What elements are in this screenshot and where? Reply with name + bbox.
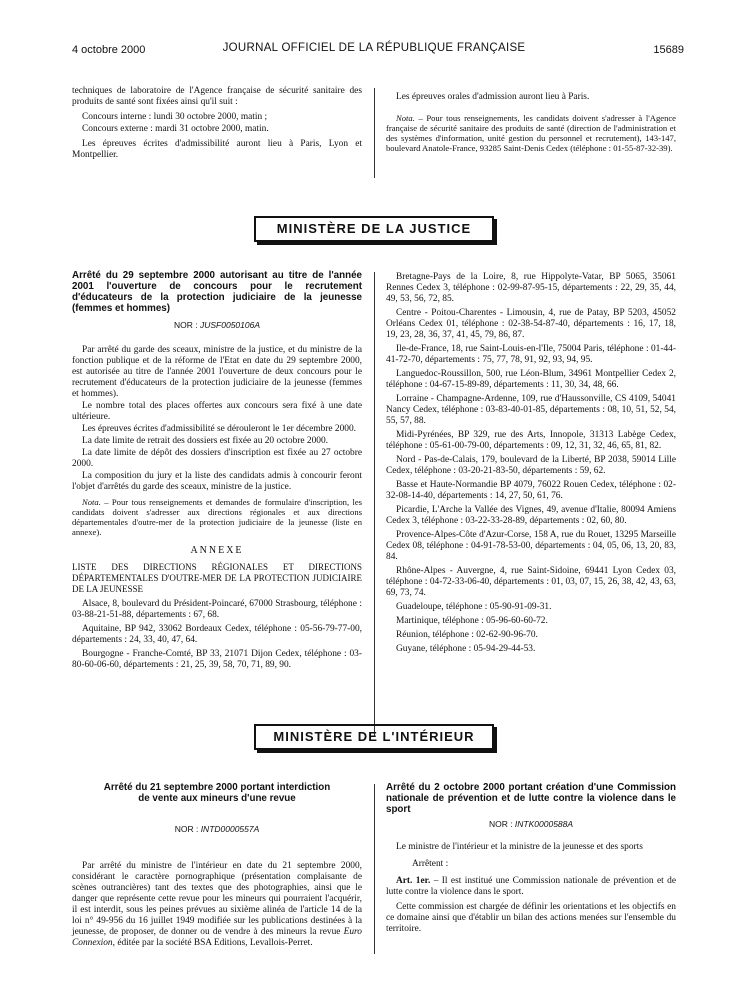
direction-entry: Bretagne-Pays de la Loire, 8, rue Hippolyte-Vatar, BP 5065, 35061 Rennes Cedex 3, téléphone : 02-99-87-95-15, départements : 22, 29, 35, 44, 49, 53, 56, 72, 85. bbox=[386, 272, 676, 304]
revue-name: Euro Connexion bbox=[72, 927, 362, 948]
justice-nor bbox=[72, 320, 362, 331]
justice-p3: Les épreuves écrites d'admissibilité se dérouleront le 1er décembre 2000. bbox=[82, 424, 356, 434]
top-left-column bbox=[72, 86, 362, 165]
article-text: – Il est institué une Commission nationale de prévention et de lutte contre la violence dans le sport. bbox=[386, 876, 676, 897]
liste-title: LISTE DES DIRECTIONS RÉGIONALES ET DIRECTIONS DÉPARTEMENTALES D'OUTRE-MER DE LA PROTECTION JUDICIAIRE DE LA JEUNESSE bbox=[72, 562, 362, 594]
nor-code: INTK0000588A bbox=[514, 819, 574, 829]
direction-entry: Aquitaine, BP 942, 33062 Bordeaux Cedex, téléphone : 05-56-79-77-00, départements : 24, 33, 40, 47, 64. bbox=[72, 624, 362, 645]
interieur-right-column bbox=[386, 782, 676, 939]
header-page-number: 15689 bbox=[653, 44, 684, 56]
direction-entry: Ile-de-France, 18, rue Saint-Louis-en-l'Ile, 75004 Paris, téléphone : 01-44-41-72-70, départements : 75, 77, 78, 91, 92, 93, 94, 95. bbox=[386, 344, 676, 365]
justice-right-column bbox=[386, 272, 676, 658]
interieur-right-p2: Cette commission est chargée de définir les orientations et les objectifs en ce domaine ainsi que d'établir un bilan des actions menées sur l'ensemble du territoire. bbox=[386, 902, 676, 934]
epreuves-ecrites: Les épreuves écrites d'admissibilité auront lieu à Paris, Lyon et Montpellier. bbox=[72, 139, 362, 160]
column-divider-interieur bbox=[374, 784, 375, 954]
nota-text: – Pour tous renseignements et demandes de formulaire d'inscription, les candidats doivent s'adresser aux directions régionales et aux directions départementales d'outre-mer de la protection judiciaire de la jeunesse (liste en annexe). bbox=[72, 497, 362, 537]
direction-entry: Centre - Poitou-Charentes - Limousin, 4, rue de Patay, BP 5203, 45052 Orléans Cedex 01, téléphone : 02-38-54-87-40, départements : 16, 17, 18, 19, 23, 28, 36, 37, 41, 45, 79, 86, 87. bbox=[386, 308, 676, 340]
direction-entry: Nord - Pas-de-Calais, 179, boulevard de la Liberté, BP 2038, 59014 Lille Cedex, téléphone : 03-20-21-83-50, départements : 59, 62. bbox=[386, 455, 676, 476]
justice-p5: La date limite de dépôt des dossiers d'inscription est fixée au 27 octobre 2000. bbox=[72, 448, 362, 469]
direction-entry: Provence-Alpes-Côte d'Azur-Corse, 158 A, rue du Rouet, 13295 Marseille Cedex 08, téléphone : 04-91-78-53-00, départements : 04, 05, 06, 13, 20, 83, 84. bbox=[386, 530, 676, 562]
column-divider-top bbox=[374, 88, 375, 178]
interieur-right-nor bbox=[386, 819, 676, 830]
justice-p2: Le nombre total des places offertes aux concours sera fixé à une date ultérieure. bbox=[72, 401, 362, 422]
nota-top bbox=[386, 113, 676, 153]
interieur-left-nor bbox=[72, 824, 362, 835]
nota-text: – Pour tous renseignements, les candidats doivent s'adresser à l'Agence française de sécurité sanitaire des produits de santé (direction de l'administration et des systèmes d'information, unité gestion du personnel et recrutement), 143-147, boulevard Anatole-France, 93285 Saint-Denis Cedex (téléphone : 01-55-87-32-39). bbox=[386, 113, 676, 153]
justice-nota bbox=[72, 497, 362, 537]
nor-code: JUSF0050106A bbox=[199, 320, 260, 330]
interieur-left-column bbox=[72, 782, 362, 953]
decree-text: Par arrêté du ministre de l'intérieur en date du 21 septembre 2000, considérant le caractère pornographique (présentation complaisante de scènes outrancières) tant des textes que des photographies, ainsi que le danger que représente cette revue pour les mineurs qui pourraient l'acquérir, il est interdit, sous les peines prévues au sixième alinéa de l'article 14 de la loi n° 49-956 du 16 juillet 1949 modifiée sur les publications destinées à la jeunesse, de proposer, de donner ou de vendre à des mineurs la revue bbox=[72, 861, 362, 937]
direction-entry: Languedoc-Roussillon, 500, rue Léon-Blum, 34961 Montpellier Cedex 2, téléphone : 04-67-15-89-89, départements : 11, 30, 34, 48, 66. bbox=[386, 369, 676, 390]
nor-label: NOR : bbox=[174, 824, 201, 834]
directions-list-right bbox=[386, 272, 676, 655]
directions-list-left bbox=[72, 599, 362, 671]
direction-entry: Picardie, L'Arche la Vallée des Vignes, 49, avenue d'Italie, 80094 Amiens Cedex 3, téléphone : 03-22-33-28-89, départements : 02, 60, 80. bbox=[386, 505, 676, 526]
justice-p1: Par arrêté du garde des sceaux, ministre de la justice, et du ministre de la fonction publique et de la réforme de l'Etat en date du 29 septembre 2000, est autorisée au titre de l'année 2001 l'ouverture de deux concours pour le recrutement d'éducateurs de la protection judiciaire de la jeunesse (femmes et hommes). bbox=[72, 345, 362, 399]
nor-code: INTD0000557A bbox=[200, 824, 260, 834]
article-label: Art. 1er. bbox=[396, 876, 431, 886]
concours-externe: Concours externe : mardi 31 octobre 2000, matin. bbox=[82, 124, 269, 134]
interieur-right-p1: Le ministre de l'intérieur et la ministre de la jeunesse et des sports bbox=[396, 842, 643, 852]
header-date: 4 octobre 2000 bbox=[72, 44, 146, 56]
direction-entry: Martinique, téléphone : 05-96-60-60-72. bbox=[396, 616, 548, 626]
concours-interne: Concours interne : lundi 30 octobre 2000, matin ; bbox=[82, 112, 268, 122]
direction-entry: Rhône-Alpes - Auvergne, 4, rue Saint-Sidoine, 69441 Lyon Cedex 03, téléphone : 04-72-33-06-40, départements : 01, 03, 07, 15, 26, 38, 42, 43, 63, 69, 73, 74. bbox=[386, 566, 676, 598]
arretent-label: Arrêtent : bbox=[412, 859, 449, 869]
nota-label: Nota. bbox=[82, 497, 101, 507]
interieur-left-p1 bbox=[72, 861, 362, 949]
nor-label: NOR : bbox=[488, 819, 515, 829]
direction-entry: Guadeloupe, téléphone : 05-90-91-09-31. bbox=[396, 602, 552, 612]
justice-p6: La composition du jury et la liste des candidats admis à concourir feront l'objet d'arrêtés du garde des sceaux, ministre de la justice. bbox=[72, 471, 362, 492]
interieur-right-title: Arrêté du 2 octobre 2000 portant création d'une Commission nationale de prévention et de lutte contre la violence dans le sport bbox=[386, 782, 676, 815]
top-right-column bbox=[386, 92, 676, 157]
direction-entry: Réunion, téléphone : 02-62-90-96-70. bbox=[396, 630, 538, 640]
header-journal-title: JOURNAL OFFICIEL DE LA RÉPUBLIQUE FRANÇAISE bbox=[222, 42, 526, 54]
justice-left-column bbox=[72, 270, 362, 674]
direction-entry: Alsace, 8, boulevard du Président-Poincaré, 67000 Strasbourg, téléphone : 03-88-21-51-88, départements : 67, 68. bbox=[72, 599, 362, 620]
decree-text-end: , éditée par la société BSA Editions, Levallois-Perret. bbox=[112, 938, 313, 948]
column-divider-justice bbox=[374, 272, 375, 736]
nota-label: Nota. bbox=[396, 113, 415, 123]
justice-arrete-title: Arrêté du 29 septembre 2000 autorisant au titre de l'année 2001 l'ouverture de concours pour le recrutement d'éducateurs de la protection judiciaire de la jeunesse (femmes et hommes) bbox=[72, 270, 362, 314]
ministry-justice-heading: MINISTÈRE DE LA JUSTICE bbox=[254, 216, 494, 242]
nor-label: NOR : bbox=[174, 320, 200, 330]
intro-paragraph: techniques de laboratoire de l'Agence française de sécurité sanitaire des produits de santé sont fixées ainsi qu'il suit : bbox=[72, 86, 362, 107]
direction-entry: Guyane, téléphone : 05-94-29-44-53. bbox=[396, 644, 536, 654]
direction-entry: Bourgogne - Franche-Comté, BP 33, 21071 Dijon Cedex, téléphone : 03-80-60-06-60, départements : 21, 25, 39, 58, 70, 71, 89, 90. bbox=[72, 649, 362, 670]
direction-entry: Midi-Pyrénées, BP 329, rue des Arts, Innopole, 31313 Labège Cedex, téléphone : 05-61-00-79-00, départements : 09, 12, 31, 32, 46, 65, 81, 82. bbox=[386, 430, 676, 451]
direction-entry: Lorraine - Champagne-Ardenne, 109, rue d'Haussonville, CS 4109, 54041 Nancy Cedex, téléphone : 03-83-40-01-85, départements : 08, 10, 51, 52, 54, 55, 57, 88. bbox=[386, 394, 676, 426]
justice-p4: La date limite de retrait des dossiers est fixée au 20 octobre 2000. bbox=[82, 436, 329, 446]
interieur-left-title: Arrêté du 21 septembre 2000 portant interdiction de vente aux mineurs d'une revue bbox=[103, 782, 331, 804]
ministry-interieur-heading: MINISTÈRE DE L'INTÉRIEUR bbox=[254, 724, 494, 750]
article-1 bbox=[386, 876, 676, 898]
direction-entry: Basse et Haute-Normandie BP 4079, 76022 Rouen Cedex, téléphone : 02-32-08-14-40, départements : 14, 27, 50, 61, 76. bbox=[386, 480, 676, 501]
epreuves-orales: Les épreuves orales d'admission auront lieu à Paris. bbox=[396, 92, 590, 102]
annexe-heading: ANNEXE bbox=[190, 545, 244, 556]
